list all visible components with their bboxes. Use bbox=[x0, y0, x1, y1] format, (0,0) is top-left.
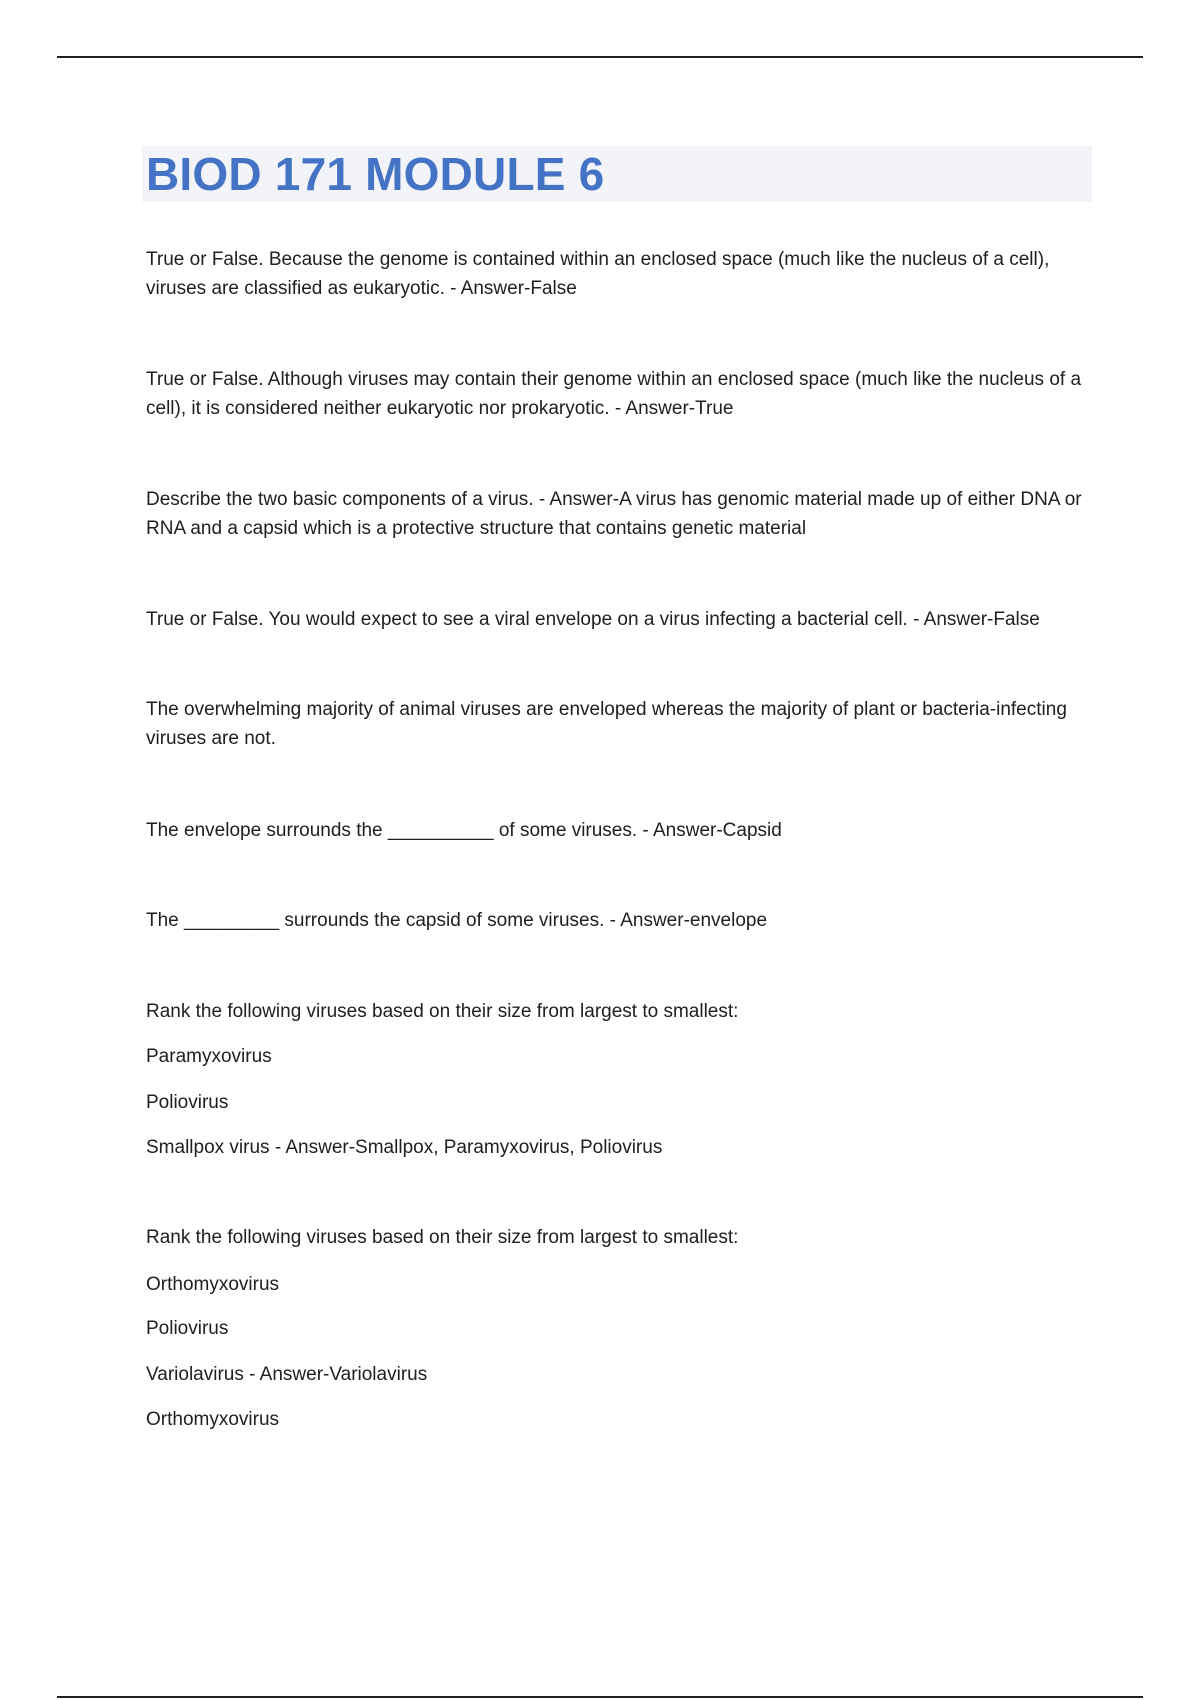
paragraph-4: True or False. You would expect to see a viral envelope on a virus infecting a bacterial cell. - Answer-False bbox=[146, 609, 1040, 630]
list-item-smallpox: Smallpox virus - Answer-Smallpox, Paramyxovirus, Poliovirus bbox=[146, 1137, 663, 1158]
paragraph-7: The _________ surrounds the capsid of some viruses. - Answer-envelope bbox=[146, 910, 768, 931]
bottom-rule bbox=[57, 1696, 1143, 1698]
paragraph-3: Describe the two basic components of a virus. - Answer-A virus has genomic material made up of either DNA or RNA and a capsid which is a protective structure that contains genetic material bbox=[146, 489, 1082, 539]
list-item-poliovirus: Poliovirus bbox=[146, 1092, 229, 1113]
paragraph-2: True or False. Although viruses may contain their genome within an enclosed space (much like the nucleus of a cell), it is considered neither eukaryotic nor prokaryotic. - Answer-True bbox=[146, 369, 1082, 419]
list-item-paramyxovirus: Paramyxovirus bbox=[146, 1046, 272, 1067]
list-item-orthomyxovirus: Orthomyxovirus bbox=[146, 1274, 280, 1295]
list-item-variolavirus: Variolavirus - Answer-Variolavirus bbox=[146, 1364, 428, 1385]
document-title: BIOD 171 MODULE 6 bbox=[146, 148, 605, 200]
paragraph-5: The overwhelming majority of animal viruses are enveloped whereas the majority of plant or bacteria-infecting viruses are not. bbox=[146, 699, 1067, 749]
paragraph-1: True or False. Because the genome is contained within an enclosed space (much like the nucleus of a cell), viruses are classified as eukaryotic. - Answer-False bbox=[146, 249, 1050, 299]
list-item-orthomyxovirus-2: Orthomyxovirus bbox=[146, 1409, 280, 1430]
paragraph-6: The envelope surrounds the __________ of some viruses. - Answer-Capsid bbox=[146, 820, 782, 841]
paragraph-9: Rank the following viruses based on their size from largest to smallest: bbox=[146, 1227, 739, 1248]
top-rule bbox=[57, 56, 1143, 58]
list-item-poliovirus-2: Poliovirus bbox=[146, 1318, 229, 1339]
paragraph-8: Rank the following viruses based on their size from largest to smallest: bbox=[146, 1001, 739, 1022]
